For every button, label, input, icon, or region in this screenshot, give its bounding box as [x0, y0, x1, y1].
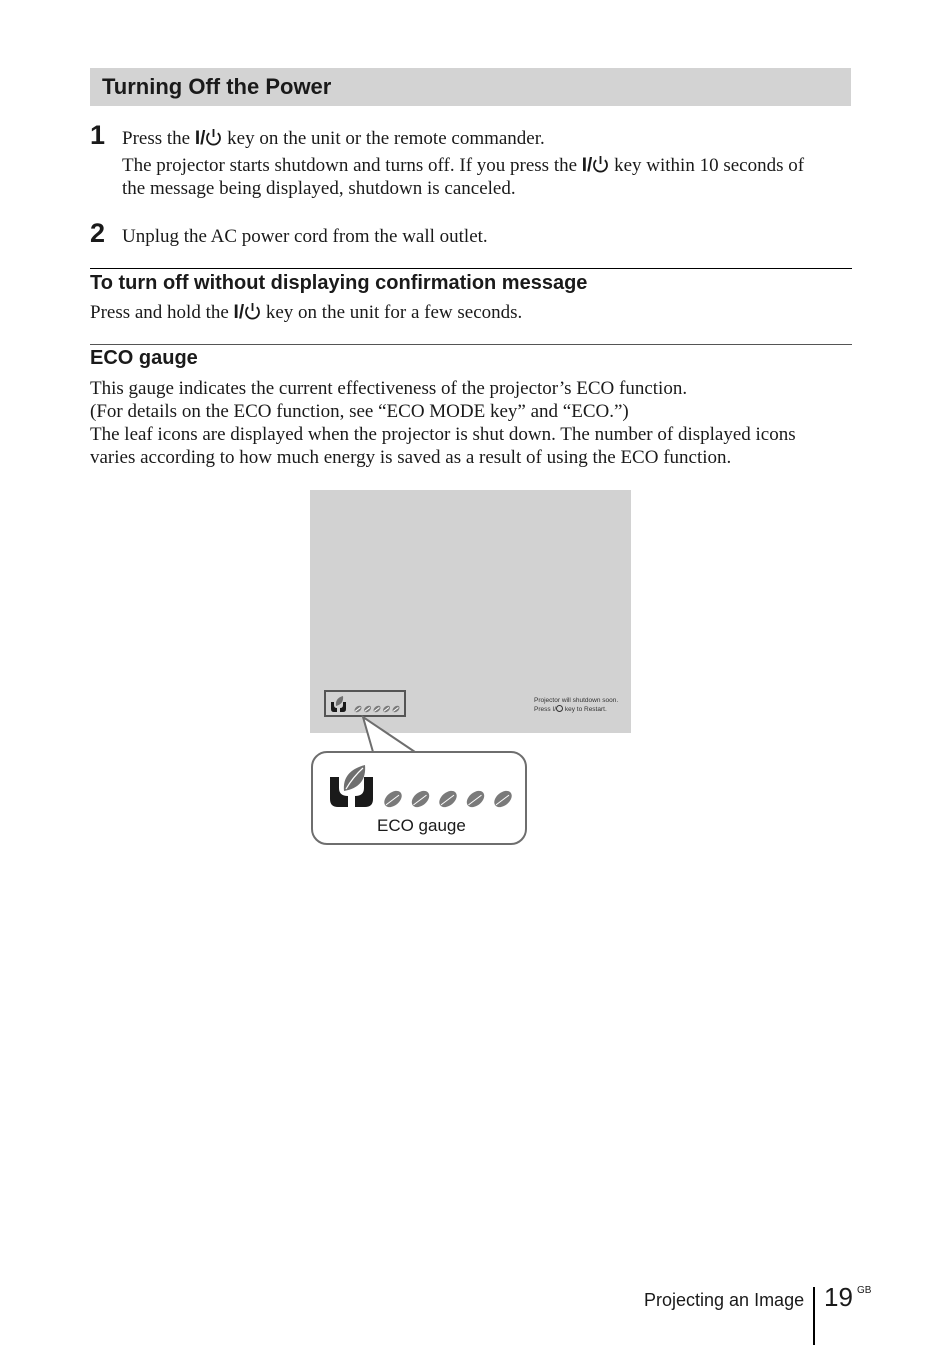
- step-2-instruction: Unplug the AC power cord from the wall outlet.: [122, 226, 488, 247]
- page-number: 19: [824, 1282, 853, 1312]
- section-title: Turning Off the Power: [102, 74, 332, 99]
- eco-gauge-small: [324, 690, 406, 717]
- eco-paragraph-line-4: varies according to how much energy is saved as a result of using the ECO function.: [90, 447, 732, 468]
- page-language-code: GB: [857, 1285, 872, 1296]
- eco-paragraph-line-1: This gauge indicates the current effectiveness of the projector’s ECO function.: [90, 378, 688, 399]
- leaf-icons-large: [381, 788, 515, 811]
- power-key-label: I/: [194, 128, 206, 149]
- eco-paragraph-line-3: The leaf icons are displayed when the projector is shut down. The number of displayed icons: [90, 424, 796, 445]
- eco-paragraph-line-2: (For details on the ECO function, see “ECO MODE key” and “ECO.”): [90, 401, 629, 422]
- no-confirm-text-pre: Press and hold the: [90, 302, 234, 323]
- footer-section-label: Projecting an Image: [644, 1290, 805, 1310]
- hands-leaf-icon: [330, 765, 373, 807]
- shutdown-msg-post: key to Restart.: [563, 706, 607, 713]
- shutdown-message: [534, 697, 618, 714]
- eco-gauge-caption: ECO gauge: [377, 816, 466, 835]
- step-1-detail-pre: The projector starts shutdown and turns off. If you press the: [122, 155, 582, 176]
- power-icon: [244, 302, 261, 321]
- step-number-1: 1: [90, 120, 106, 150]
- power-icon: [592, 155, 609, 174]
- power-key-label: I/: [552, 706, 557, 713]
- shutdown-msg-pre: Press: [534, 706, 553, 713]
- power-key-label: I/: [581, 155, 593, 176]
- step-1-text-post: key on the unit or the remote commander.: [222, 128, 545, 149]
- step-1-detail-line-1: [122, 154, 804, 177]
- eco-gauge-large-icons: [327, 763, 517, 813]
- footer-divider: [813, 1287, 815, 1345]
- power-icon: [205, 128, 222, 147]
- no-confirm-heading: To turn off without displaying confirmation message: [90, 272, 588, 294]
- power-icon: [556, 705, 563, 712]
- hands-leaf-icon: [331, 696, 346, 712]
- power-key-label: I/: [233, 302, 245, 323]
- step-1-text-pre: Press the: [122, 128, 195, 149]
- subsection-divider: [90, 268, 852, 269]
- eco-heading: ECO gauge: [90, 347, 198, 369]
- step-number-2: 2: [90, 218, 106, 248]
- step-1-detail-post: key within 10 seconds of: [609, 155, 805, 176]
- step-1-detail-line-2: the message being displayed, shutdown is canceled.: [122, 178, 516, 199]
- callout-pointer: [355, 715, 425, 755]
- no-confirm-text-post: key on the unit for a few seconds.: [261, 302, 523, 323]
- leaf-icons-small: [353, 704, 400, 713]
- eco-gauge-callout: [311, 751, 527, 845]
- eco-gauge-small-icons: [326, 692, 404, 715]
- step-1-instruction: [122, 127, 545, 150]
- shutdown-message-line-1: Projector will shutdown soon.: [534, 697, 619, 704]
- shutdown-message-line-2: [534, 705, 618, 714]
- no-confirm-text: [90, 301, 522, 324]
- subsection-divider: [90, 344, 852, 345]
